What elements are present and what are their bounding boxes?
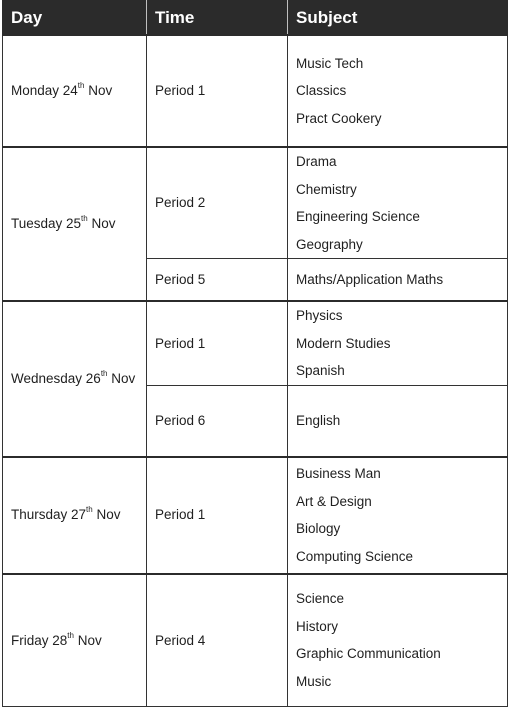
subject-item: Classics <box>296 83 347 99</box>
exam-timetable <box>2 0 508 707</box>
subject-item: Art & Design <box>296 493 372 509</box>
subject-item: History <box>296 618 339 634</box>
subject-item: Chemistry <box>296 181 357 197</box>
subject-item: English <box>296 413 341 428</box>
subject-cell <box>288 301 508 386</box>
table-row-tuesday <box>3 147 508 259</box>
day-cell: Friday 28th Nov <box>3 574 147 707</box>
subject-cell <box>288 574 508 707</box>
time-cell: Period 1 <box>147 301 288 386</box>
subject-item: Maths/Application Maths <box>296 271 444 287</box>
subject-cell <box>288 35 508 147</box>
subject-cell <box>288 457 508 574</box>
subject-item: Graphic Communication <box>296 646 441 662</box>
subject-item: Drama <box>296 154 337 169</box>
table-row-thursday <box>3 457 508 574</box>
subject-cell <box>288 386 508 457</box>
subject-item: Physics <box>296 308 343 323</box>
table-row-wednesday <box>3 301 508 386</box>
header-time: Time <box>147 1 288 36</box>
header-day: Day <box>3 1 147 36</box>
day-cell: Thursday 27th Nov <box>3 457 147 574</box>
subject-item: Geography <box>296 236 363 252</box>
time-cell: Period 1 <box>147 457 288 574</box>
subject-item: Music Tech <box>296 55 364 71</box>
subject-item: Engineering Science <box>296 209 420 224</box>
table-row-monday <box>3 35 508 147</box>
subject-item: Modern Studies <box>296 335 391 351</box>
subject-item: Computing Science <box>296 548 414 564</box>
subject-item: Spanish <box>296 363 345 378</box>
time-cell: Period 6 <box>147 386 288 457</box>
subject-item: Biology <box>296 521 341 536</box>
day-cell: Tuesday 25th Nov <box>3 147 147 301</box>
subject-item: Music <box>296 673 332 689</box>
subject-item: Science <box>296 591 345 607</box>
time-cell: Period 2 <box>147 147 288 259</box>
subject-cell <box>288 147 508 259</box>
subject-item: Business Man <box>296 466 381 481</box>
day-cell: Wednesday 26th Nov <box>3 301 147 457</box>
table-row-friday <box>3 574 508 707</box>
header-row <box>3 1 508 36</box>
time-cell: Period 5 <box>147 259 288 301</box>
time-cell: Period 1 <box>147 35 288 147</box>
subject-item: Pract Cookery <box>296 110 382 126</box>
subject-cell <box>288 259 508 301</box>
time-cell: Period 4 <box>147 574 288 707</box>
header-subject: Subject <box>288 1 508 36</box>
day-cell: Monday 24th Nov <box>3 35 147 147</box>
